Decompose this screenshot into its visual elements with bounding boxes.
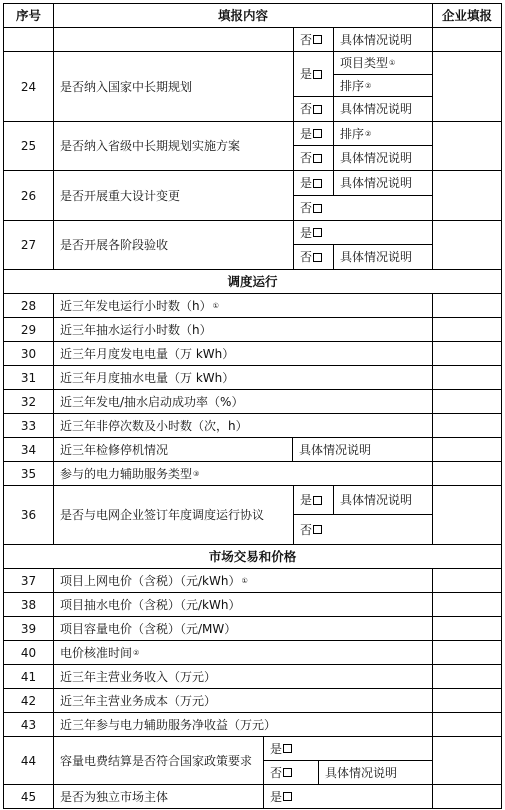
row-40-company-input[interactable] [432, 640, 502, 665]
row-24-proj-type: 项目类型 ① [333, 51, 433, 75]
row-36-no[interactable]: 否 [293, 514, 433, 545]
row-36-detail: 具体情况说明 [333, 485, 433, 515]
row-36-num: 36 [3, 485, 54, 545]
row-34-detail: 具体情况说明 [292, 437, 433, 462]
row-27-detail: 具体情况说明 [333, 244, 433, 270]
row-44-text: 容量电费结算是否符合国家政策要求 [53, 736, 264, 785]
row-34-text: 近三年检修停机情况 [53, 437, 293, 462]
row-43-company-input[interactable] [432, 712, 502, 737]
row-42-text: 近三年主营业务成本（万元） [53, 688, 433, 713]
row-27-yes[interactable]: 是 [293, 220, 433, 245]
row-28-num: 28 [3, 293, 54, 318]
row-39-company-input[interactable] [432, 616, 502, 641]
row-45-num: 45 [3, 784, 54, 809]
row-27-no[interactable]: 否 [293, 244, 334, 270]
row-31-num: 31 [3, 365, 54, 390]
row-40-num: 40 [3, 640, 54, 665]
row-26-text: 是否开展重大设计变更 [53, 170, 294, 221]
row-42-company-input[interactable] [432, 688, 502, 713]
row-38-company-input[interactable] [432, 592, 502, 617]
row-25-detail: 具体情况说明 [333, 145, 433, 171]
row-30-num: 30 [3, 341, 54, 366]
row-26-detail: 具体情况说明 [333, 170, 433, 196]
header-company: 企业填报 [432, 3, 502, 28]
row-44-detail: 具体情况说明 [318, 760, 433, 785]
row-24-no[interactable]: 否 [293, 96, 334, 122]
row-37-num: 37 [3, 568, 54, 593]
no-option[interactable]: 否 [293, 27, 334, 52]
row-36-yes[interactable]: 是 [293, 485, 334, 515]
row-33-num: 33 [3, 413, 54, 438]
row-24-detail: 具体情况说明 [333, 96, 433, 122]
row-25-text: 是否纳入省级中长期规划实施方案 [53, 121, 294, 171]
row-29-company-input[interactable] [432, 317, 502, 342]
row-34-num: 34 [3, 437, 54, 462]
row-25-order: 排序 ② [333, 121, 433, 146]
header-content: 填报内容 [53, 3, 433, 28]
row-38-num: 38 [3, 592, 54, 617]
row-34-company-input[interactable] [432, 437, 502, 462]
row-25-company-input[interactable] [432, 121, 502, 171]
row-25-num: 25 [3, 121, 54, 171]
row-29-text: 近三年抽水运行小时数（h） [53, 317, 433, 342]
row-39-num: 39 [3, 616, 54, 641]
row-35-company-input[interactable] [432, 461, 502, 486]
row-33-company-input[interactable] [432, 413, 502, 438]
row-24-yes[interactable]: 是 [293, 51, 334, 97]
row-36-text: 是否与电网企业签订年度调度运行协议 [53, 485, 294, 545]
row-25-yes[interactable]: 是 [293, 121, 334, 146]
row-44-num: 44 [3, 736, 54, 785]
row-26-num: 26 [3, 170, 54, 221]
row-29-num: 29 [3, 317, 54, 342]
row-25-no[interactable]: 否 [293, 145, 334, 171]
row-26-no[interactable]: 否 [293, 195, 433, 221]
row-35-text: 参与的电力辅助服务类型 ③ [53, 461, 433, 486]
row-27-text: 是否开展各阶段验收 [53, 220, 294, 270]
row-28-company-input[interactable] [432, 293, 502, 318]
row-38-text: 项目抽水电价（含税）（元/kWh） [53, 592, 433, 617]
row-37-text: 项目上网电价（含税）（元/kWh） ① [53, 568, 433, 593]
row-45-text: 是否为独立市场主体 [53, 784, 264, 809]
row-39-text: 项目容量电价（含税）（元/MW） [53, 616, 433, 641]
row-27-num: 27 [3, 220, 54, 270]
empty-seq [3, 27, 54, 52]
detail-label: 具体情况说明 [333, 27, 433, 52]
section-dispatch: 调度运行 [3, 269, 502, 294]
row-42-num: 42 [3, 688, 54, 713]
row-24-num: 24 [3, 51, 54, 122]
row-37-company-input[interactable] [432, 568, 502, 593]
company-input[interactable] [432, 27, 502, 52]
row-32-text: 近三年发电/抽水启动成功率（%） [53, 389, 433, 414]
row-30-text: 近三年月度发电电量（万 kWh） [53, 341, 433, 366]
row-31-text: 近三年月度抽水电量（万 kWh） [53, 365, 433, 390]
header-seq: 序号 [3, 3, 54, 28]
row-30-company-input[interactable] [432, 341, 502, 366]
row-24-text: 是否纳入国家中长期规划 [53, 51, 294, 122]
row-28-text: 近三年发电运行小时数（h） ① [53, 293, 433, 318]
empty-content [53, 27, 294, 52]
row-41-num: 41 [3, 664, 54, 689]
row-41-text: 近三年主营业务收入（万元） [53, 664, 433, 689]
row-35-num: 35 [3, 461, 54, 486]
row-44-no[interactable]: 否 [263, 760, 319, 785]
row-44-yes[interactable]: 是 [263, 736, 433, 761]
row-45-yes[interactable]: 是 [263, 784, 433, 809]
row-43-num: 43 [3, 712, 54, 737]
row-32-num: 32 [3, 389, 54, 414]
row-43-text: 近三年参与电力辅助服务净收益（万元） [53, 712, 433, 737]
row-32-company-input[interactable] [432, 389, 502, 414]
row-41-company-input[interactable] [432, 664, 502, 689]
row-44-company-input[interactable] [432, 736, 502, 785]
row-24-company-input[interactable] [432, 51, 502, 122]
row-45-company-input[interactable] [432, 784, 502, 809]
row-27-company-input[interactable] [432, 220, 502, 270]
row-26-company-input[interactable] [432, 170, 502, 221]
section-market: 市场交易和价格 [3, 544, 502, 569]
row-26-yes[interactable]: 是 [293, 170, 334, 196]
row-33-text: 近三年非停次数及小时数（次，h） [53, 413, 433, 438]
row-36-company-input[interactable] [432, 485, 502, 545]
row-24-order: 排序 ② [333, 74, 433, 97]
row-40-text: 电价核准时间 ② [53, 640, 433, 665]
row-31-company-input[interactable] [432, 365, 502, 390]
